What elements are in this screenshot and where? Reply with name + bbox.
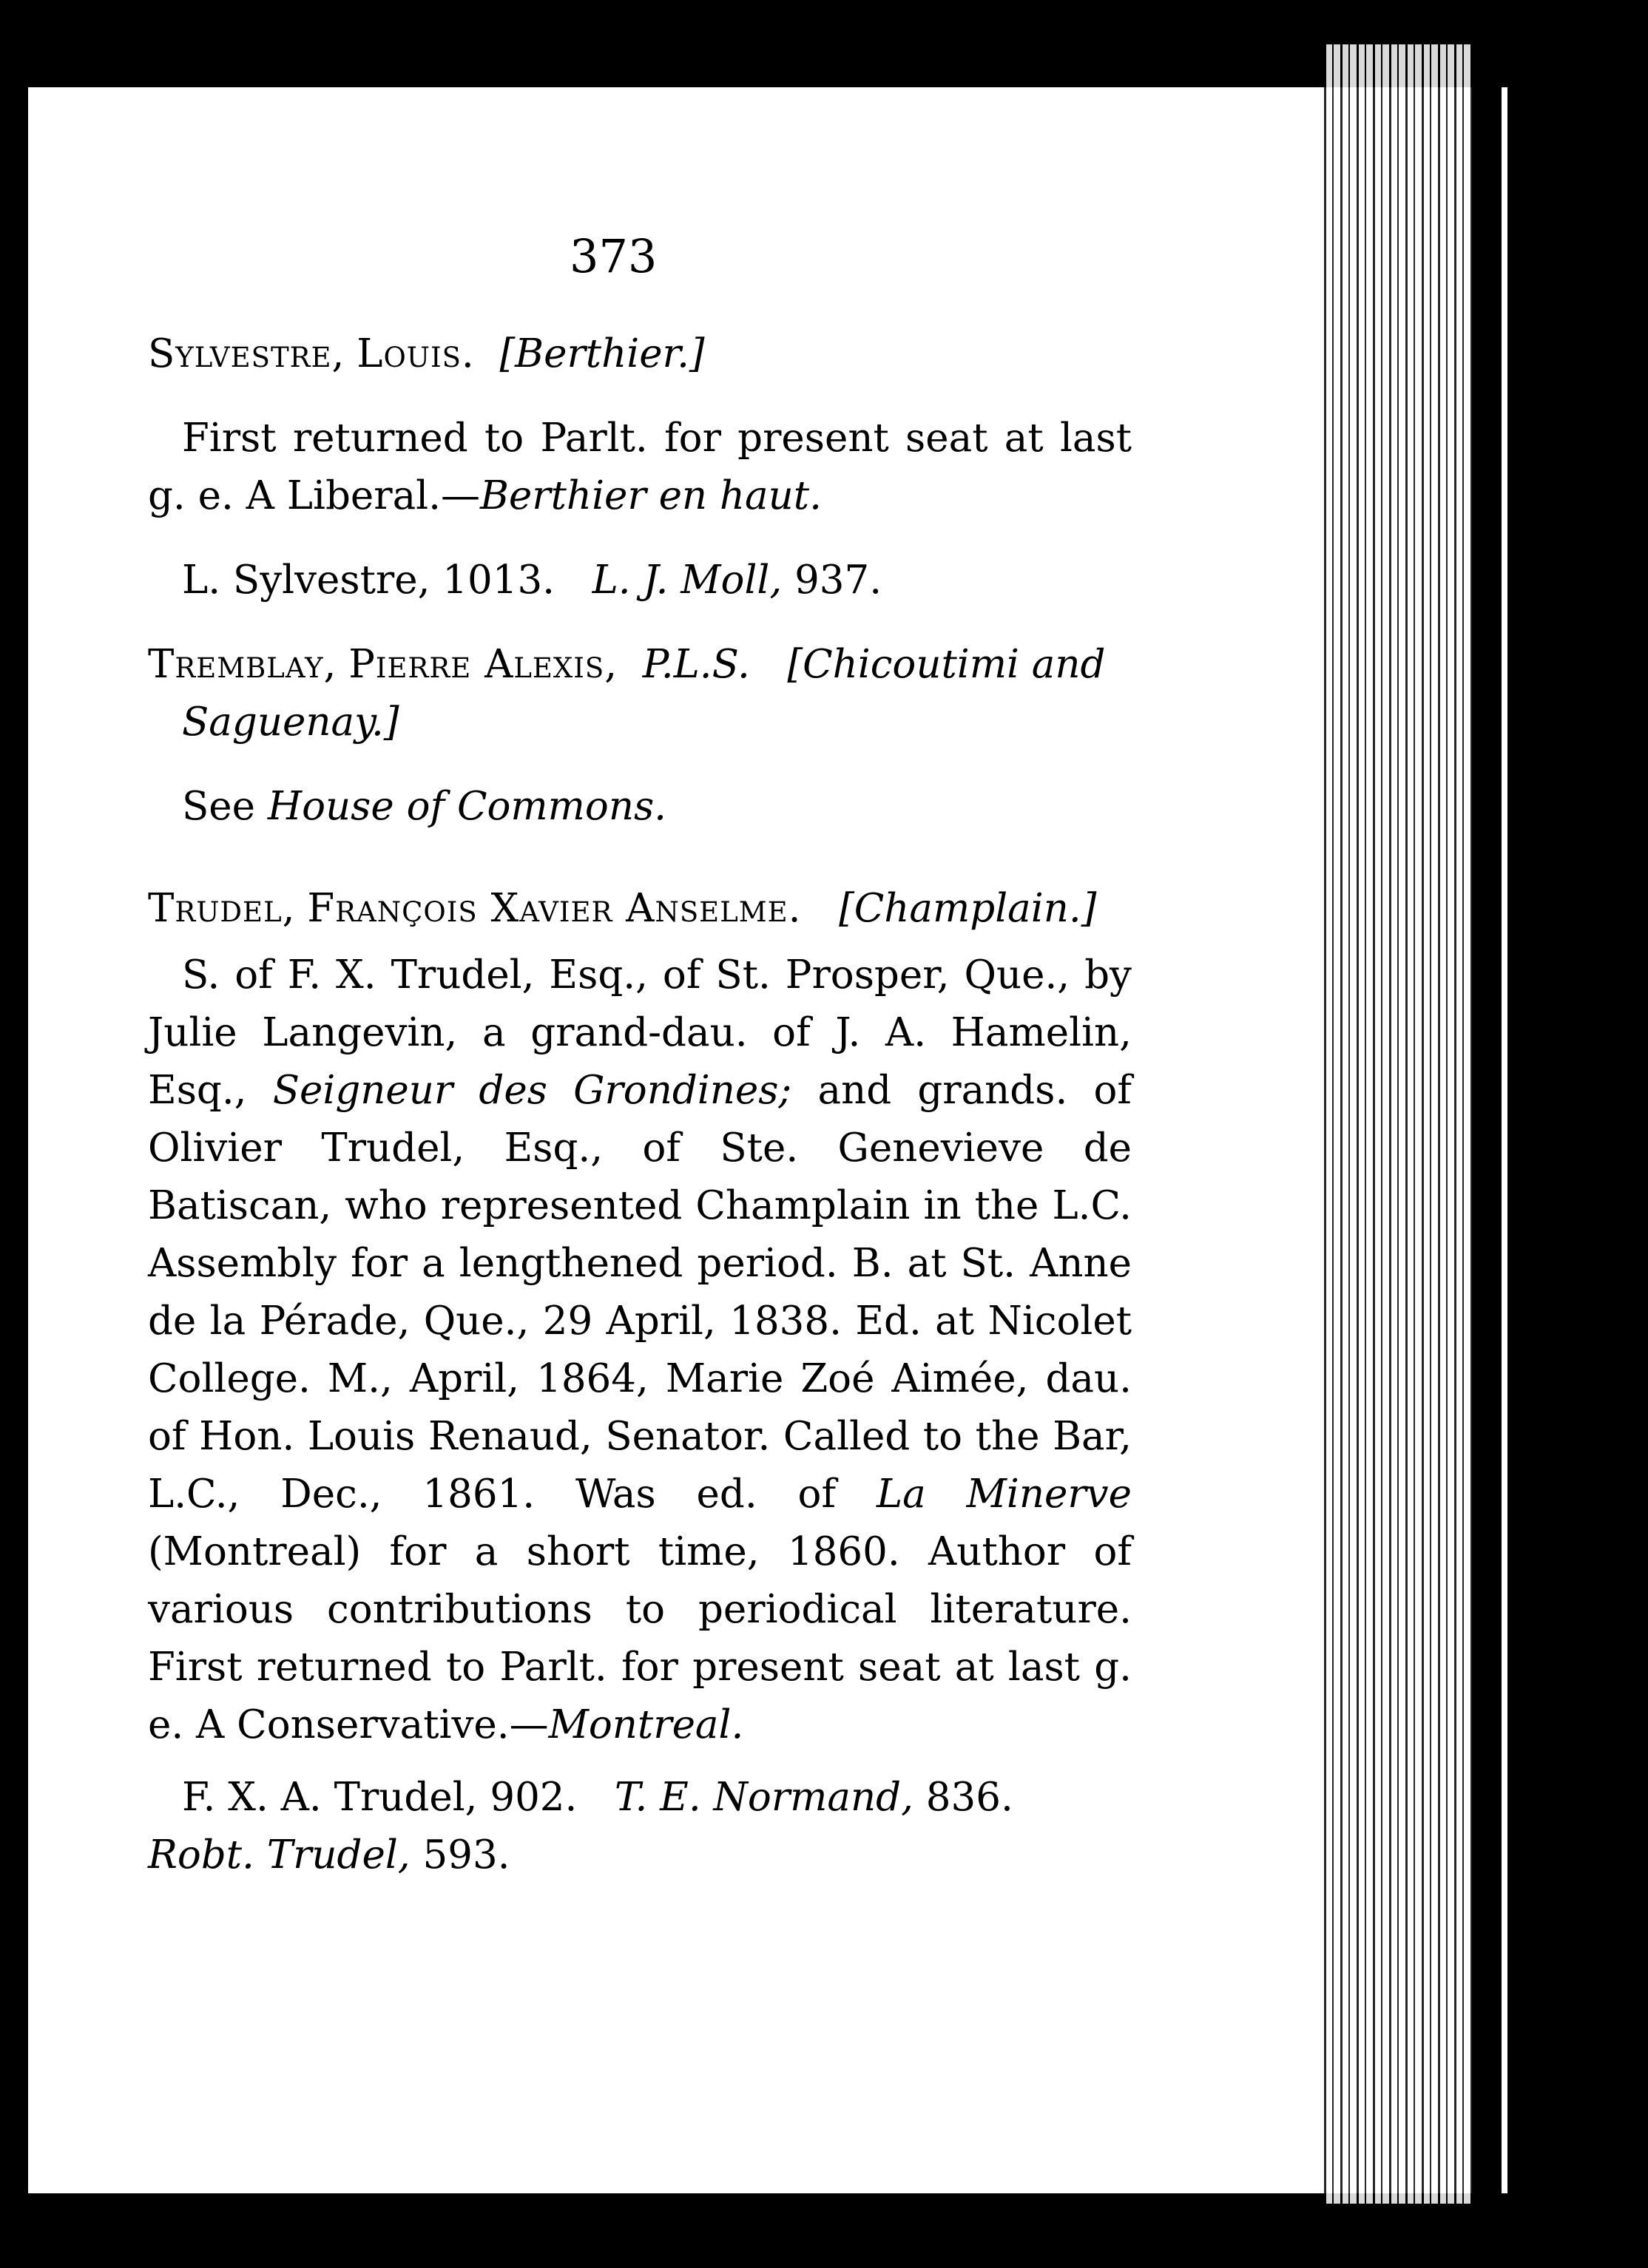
vote-line: F. X. A. Trudel, 902. T. E. Normand, 836. bbox=[182, 1775, 1013, 1820]
vote-line: L. Sylvestre, 1013. L. J. Moll, 937. bbox=[182, 558, 882, 603]
surname: Sylvestre bbox=[148, 331, 332, 376]
page-number: 373 bbox=[570, 229, 658, 283]
entry-heading: Tremblay, Pierre Alexis, P.L.S. [Chicoutimi and Saguenay.] bbox=[148, 642, 1106, 745]
given-name: Louis. bbox=[357, 331, 475, 376]
constituency: [Chicoutimi and Saguenay.] bbox=[182, 642, 1106, 745]
entry-paragraph: First returned to Parlt. for present seat at last g. e. A Liberal.—Berthier en haut. bbox=[148, 416, 1132, 518]
entry-heading: Sylvestre, Louis. [Berthier.] bbox=[148, 331, 705, 376]
title: P.L.S. bbox=[642, 642, 750, 687]
constituency: [Champlain.] bbox=[839, 886, 1097, 931]
see-reference: See House of Commons. bbox=[182, 784, 667, 829]
page-edge-dark bbox=[1472, 44, 1502, 2204]
entry-heading: Trudel, François Xavier Anselme. [Champlain.] bbox=[148, 886, 1097, 931]
given-name: François Xavier Anselme. bbox=[307, 886, 802, 931]
page-text bbox=[148, 325, 1132, 1884]
entry-paragraph: S. of F. X. Trudel, Esq., of St. Prosper, Que., by Julie Langevin, a grand-dau. of J. A. Hamelin, Esq., Seigneur des Grondines; and grands. of Olivier Trudel, Esq., of Ste. Genevieve de Batiscan, who represented Champlain in the L.C. Assembly for a lengthened period. B. at St. Anne de la Pérade, Que., 29 April, 1838. Ed. at Nicolet College. M., April, 1864, Marie Zoé Aimée, dau. of Hon. Louis Renaud, Senator. Called to the Bar, L.C., Dec., 1861. Was ed. of La Minerve (Montreal) for a short time, 1860. Author of various contributions to periodical literature. First returned to Parlt. for present seat at last g. e. A Conservative.—Montreal. bbox=[148, 952, 1132, 1747]
surname: Tremblay bbox=[148, 642, 324, 687]
given-name: Pierre Alexis, bbox=[348, 642, 618, 687]
vote-line: Robt. Trudel, 593. bbox=[148, 1832, 510, 1878]
surname: Trudel bbox=[148, 886, 283, 931]
constituency: [Berthier.] bbox=[499, 331, 705, 376]
